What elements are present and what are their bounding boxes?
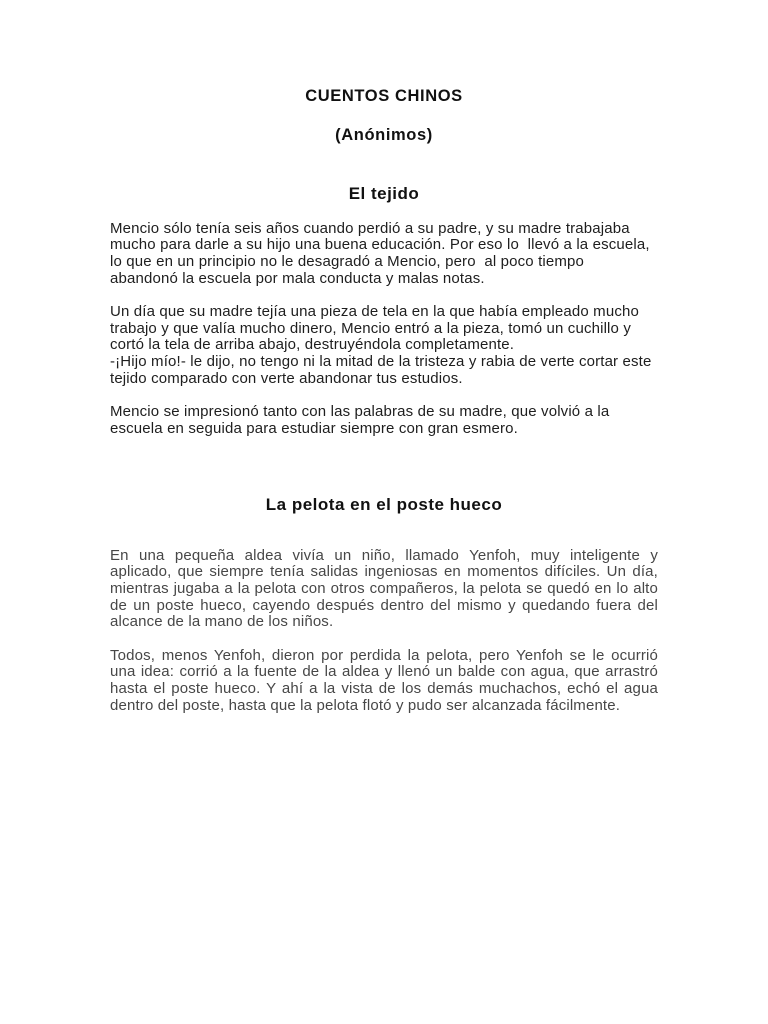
text-line: trabajo y que valía mucho dinero, Mencio entró a la pieza, tomó un cuchillo y (110, 319, 632, 337)
text-line: Mencio se impresionó tanto con las palabras de su madre, que volvió a la (110, 403, 610, 421)
text-line: Un día que su madre tejía una pieza de tela en la que había empleado mucho (110, 303, 639, 321)
text-line: mucho para darle a su hijo una buena educación. Por eso lo llevó a la escuela, (110, 236, 650, 254)
text-line: Mencio sólo tenía seis años cuando perdió a su padre, y su madre trabajaba (110, 219, 630, 237)
text-line: una idea: corrió a la fuente de la aldea y llenó un balde con agua, que arrastró (110, 663, 658, 681)
text-line: dentro del poste, hasta que la pelota flotó y pudo ser alcanzada fácilmente. (110, 696, 621, 714)
paragraph (110, 648, 658, 715)
text-line: lo que en un principio no le desagradó a Mencio, pero al poco tiempo (110, 252, 584, 270)
text-line: aplicado, que siempre tenía salidas ingeniosas en momentos difíciles. Un día, (110, 563, 658, 581)
text-line: mientras jugaba a la pelota con otros compañeros, la pelota se quedó en lo alto (110, 579, 658, 597)
text-line: cortó la tela de arriba abajo, destruyéndola completamente. (110, 336, 515, 354)
paragraph (110, 221, 658, 288)
paragraph (110, 548, 658, 631)
text-line: En una pequeña aldea vivía un niño, llamado Yenfoh, muy inteligente y (110, 546, 658, 564)
text-line: abandonó la escuela por mala conducta y malas notas. (110, 269, 485, 287)
text-line: -¡Hijo mío!- le dijo, no tengo ni la mitad de la tristeza y rabia de verte cortar este (110, 353, 652, 371)
story-body (110, 548, 658, 732)
document-subtitle: (Anónimos) (335, 126, 433, 144)
document-title: CUENTOS CHINOS (305, 87, 463, 105)
text-line: escuela en seguida para estudiar siempre con gran esmero. (110, 419, 518, 437)
text-line: Todos, menos Yenfoh, dieron por perdida la pelota, pero Yenfoh se le ocurrió (110, 646, 658, 664)
story-body (110, 221, 658, 455)
story-heading: La pelota en el poste hueco (265, 495, 503, 514)
text-line: tejido comparado con verte abandonar tus estudios. (110, 369, 463, 387)
paragraph (110, 304, 658, 387)
text-line: alcance de la mano de los niños. (110, 613, 334, 631)
paragraph (110, 404, 658, 437)
story-heading: El tejido (348, 184, 420, 203)
text-line: de un poste hueco, cayendo después dentro del mismo y quedando fuera del (110, 596, 658, 614)
text-line: hasta el poste hueco. Y ahí a la vista de los demás muchachos, echó el agua (110, 680, 658, 698)
